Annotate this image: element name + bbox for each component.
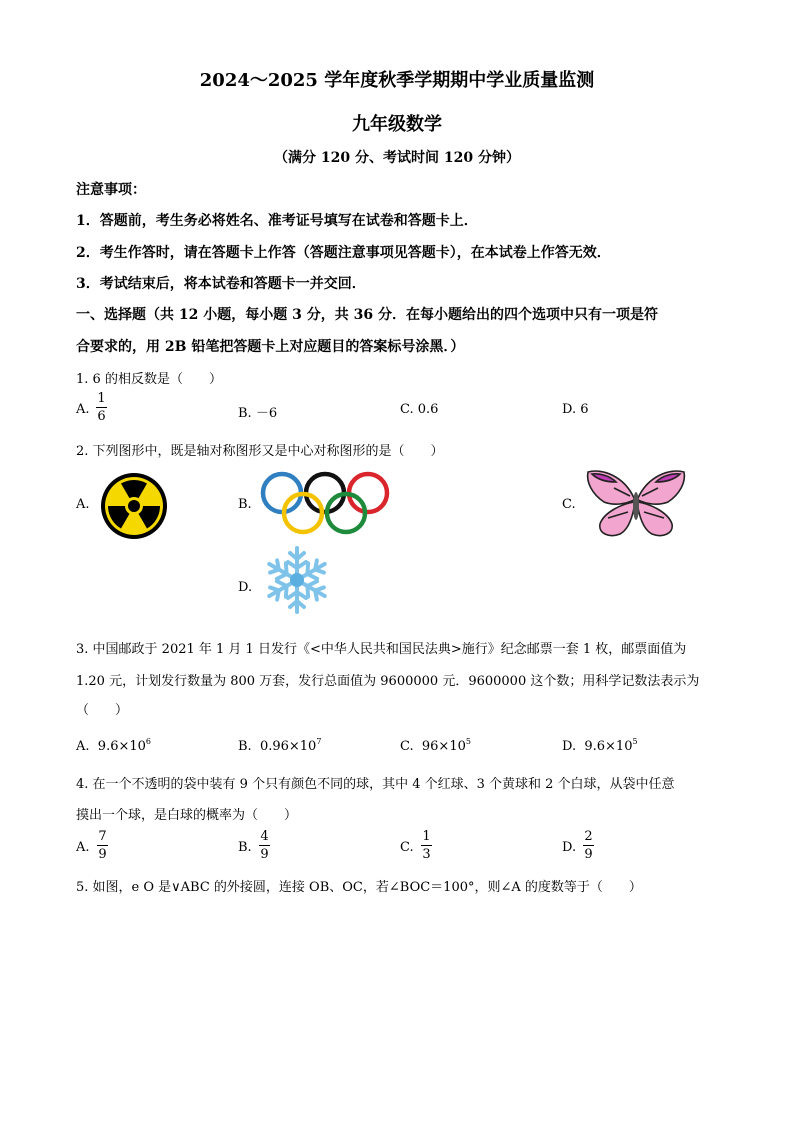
q1-option-d: D. 6 [562, 402, 589, 417]
option-base: 9.6×10 [97, 739, 146, 754]
option-base: 0.96×10 [259, 739, 317, 754]
q3-option-c [400, 737, 471, 754]
option-exponent: 6 [145, 737, 151, 746]
q1-option-a-label: A. [76, 402, 90, 417]
q3-stem-line2: 1.20 元，计划发行数量为 800 万套，发行总面值为 9600000 元．9600000 这个数；用科学记数法表示为 [76, 674, 700, 689]
note-item: 1．答题前，考生务必将姓名、准考证号填写在试卷和答题卡上． [76, 213, 478, 229]
denominator: 6 [97, 409, 106, 424]
option-exponent: 5 [465, 737, 471, 746]
q4-option-c-label: C. [400, 840, 414, 855]
q2-option-a-label: A. [76, 497, 90, 512]
option-label: D. [562, 739, 577, 754]
olympic-rings-image [258, 470, 392, 536]
denominator: 9 [98, 847, 107, 862]
denominator: 3 [422, 847, 431, 862]
numerator: 2 [584, 829, 593, 844]
numerator: 7 [98, 829, 107, 844]
q1-option-c: C. 0.6 [400, 402, 439, 417]
exam-subject: 九年级数学 [352, 114, 442, 135]
section-heading: 一、选择题（共 12 小题，每小题 3 分，共 36 分．在每小题给出的四个选项中只有一项是符 [76, 307, 658, 323]
q4-option-a-label: A. [76, 840, 90, 855]
option-exponent: 5 [632, 737, 638, 746]
q3-option-a [76, 737, 151, 754]
q3-stem-line1: 3. 中国邮政于 2021 年 1 月 1 日发行《<中华人民共和国民法典>施行》纪念邮票一套 1 枚，邮票面值为 [76, 642, 687, 657]
q4-option-b-label: B. [238, 840, 252, 855]
option-base: 96×10 [421, 739, 466, 754]
numerator: 4 [260, 829, 269, 844]
option-label: B. [238, 739, 252, 754]
q2-option-c-label: C. [562, 497, 576, 512]
q3-option-b [238, 737, 321, 754]
q4-option-a-fraction [97, 829, 108, 862]
denominator: 9 [260, 847, 269, 862]
notes-heading: 注意事项： [76, 182, 146, 198]
section-heading-cont: 合要求的，用 2B 铅笔把答题卡上对应题目的答案标号涂黑．） [76, 339, 465, 355]
q4-stem-line1: 4. 在一个不透明的袋中装有 9 个只有颜色不同的球，其中 4 个红球、3 个黄球和 2 个白球，从袋中任意 [76, 777, 675, 792]
q3-stem-line3: （ ） [76, 703, 129, 718]
exam-title: 2024～2025 学年度秋季学期期中学业质量监测 [199, 70, 595, 91]
q4-option-d-fraction [583, 829, 594, 862]
q3-option-d [562, 737, 638, 754]
q2-stem: 2. 下列图形中，既是轴对称图形又是中心对称图形的是（ ） [76, 444, 444, 459]
denominator: 9 [584, 847, 593, 862]
q2-option-b-label: B. [238, 497, 252, 512]
note-item: 2．考生作答时，请在答题卡上作答（答题注意事项见答题卡），在本试卷上作答无效． [76, 245, 611, 261]
q1-option-b: B. －6 [238, 406, 278, 421]
option-exponent: 7 [316, 737, 322, 746]
option-label: C. [400, 739, 414, 754]
q1-option-a-fraction [96, 391, 107, 424]
butterfly-image [584, 468, 688, 540]
option-label: A. [76, 739, 90, 754]
q4-stem-line2: 摸出一个球，是白球的概率为（ ） [76, 808, 298, 823]
q2-option-d-label: D. [238, 580, 253, 595]
note-item: 3．考试结束后，将本试卷和答题卡一并交回． [76, 276, 366, 292]
radiation-symbol-image [100, 472, 168, 540]
q5-stem: 5. 如图，e O 是∨ABC 的外接圆，连接 OB、OC，若∠BOC＝100°，则∠A 的度数等于（ ） [76, 880, 642, 895]
numerator: 1 [422, 829, 431, 844]
q1-stem: 1. 6 的相反数是（ ） [76, 372, 222, 387]
numerator: 1 [97, 391, 106, 406]
q4-option-b-fraction [259, 829, 270, 862]
q4-option-d-label: D. [562, 840, 577, 855]
option-base: 9.6×10 [584, 739, 633, 754]
q4-option-c-fraction [421, 829, 432, 862]
exam-meta: （满分 120 分、考试时间 120 分钟） [274, 150, 520, 166]
snowflake-image [258, 545, 336, 615]
